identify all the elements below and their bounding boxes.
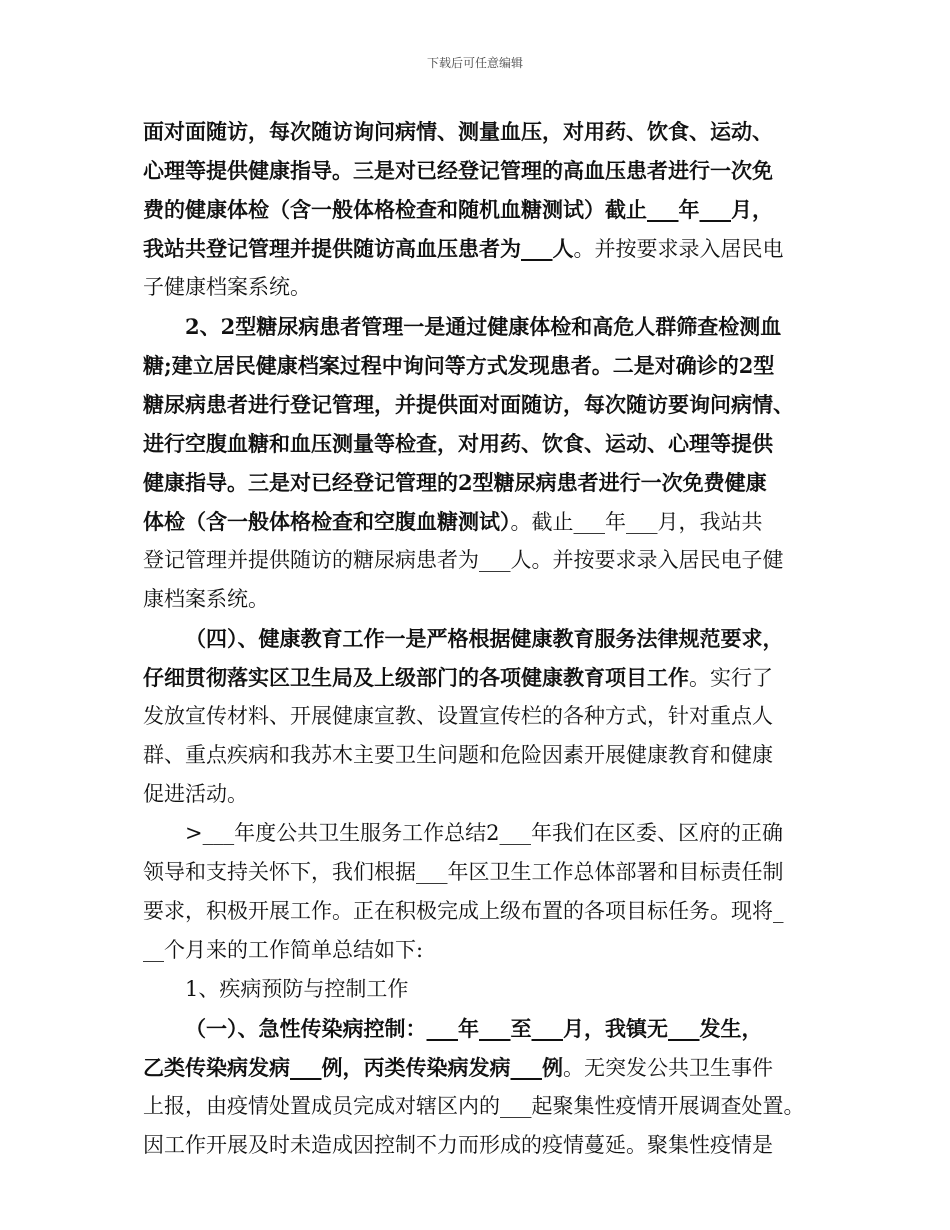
text-line bbox=[143, 190, 815, 229]
text-segment: （一）、急性传染病控制：___年___至___月，我镇无___发生， bbox=[185, 1016, 763, 1041]
text-line bbox=[143, 697, 815, 736]
text-segment: 体检（含一般体格检查和空腹血糖测试） bbox=[143, 509, 511, 534]
text-segment: 领导和支持关怀下，我们根据___年区卫生工作总体部署和目标责任制 bbox=[143, 860, 784, 884]
text-segment: 。实行了 bbox=[689, 666, 773, 690]
text-line bbox=[143, 1048, 815, 1087]
text-segment: 。无突发公共卫生事件 bbox=[563, 1056, 773, 1080]
text-segment: 心理等提供健康指导。三是对已经登记管理的高血压患者进行一次免 bbox=[143, 158, 773, 183]
text-line bbox=[143, 151, 815, 190]
text-line bbox=[143, 424, 815, 463]
text-segment: 费的健康体检（含一般体格检查和随机血糖测试）截止___年___月， bbox=[143, 197, 773, 222]
text-line bbox=[143, 814, 815, 853]
page-header: 下载后可任意编辑 bbox=[426, 56, 523, 70]
text-line bbox=[143, 1009, 815, 1048]
text-segment: 。并按要求录入居民电 bbox=[573, 237, 784, 261]
text-line bbox=[143, 970, 815, 1009]
text-line bbox=[143, 736, 815, 775]
text-line bbox=[143, 463, 815, 502]
text-segment: 登记管理并提供随访的糖尿病患者为___人。并按要求录入居民电子健 bbox=[143, 548, 784, 572]
text-segment: 我站共登记管理并提供随访高血压患者为___人 bbox=[143, 236, 574, 261]
text-line bbox=[143, 619, 815, 658]
text-segment: 仔细贯彻落实区卫生局及上级部门的各项健康教育项目工作 bbox=[143, 665, 689, 690]
text-line bbox=[143, 229, 815, 268]
text-line bbox=[143, 892, 815, 931]
text-segment: 乙类传染病发病___例，丙类传染病发病___例 bbox=[143, 1055, 563, 1080]
text-segment: 健康指导。三是对已经登记管理的2型糖尿病患者进行一次免费健康 bbox=[143, 470, 767, 495]
text-line bbox=[143, 580, 815, 619]
text-segment: 群、重点疾病和我苏木主要卫生问题和危险因素开展健康教育和健康 bbox=[143, 743, 773, 767]
text-line bbox=[143, 502, 815, 541]
text-segment: 面对面随访，每次随访询问病情、测量血压，对用药、饮食、运动、 bbox=[143, 119, 773, 144]
text-line bbox=[143, 307, 815, 346]
text-segment: 发放宣传材料、开展健康宣教、设置宣传栏的各种方式，针对重点人 bbox=[143, 704, 773, 728]
text-line bbox=[143, 112, 815, 151]
text-segment: 因工作开展及时未造成因控制不力而形成的疫情蔓延。聚集性疫情是 bbox=[143, 1133, 773, 1157]
text-segment: 糖;建立居民健康档案过程中询问等方式发现患者。二是对确诊的2型 bbox=[143, 353, 775, 378]
text-line bbox=[143, 931, 815, 970]
text-segment: 糖尿病患者进行登记管理，并提供面对面随访，每次随访要询问病情、 bbox=[143, 392, 794, 417]
text-segment: 促进活动。 bbox=[143, 782, 248, 806]
text-segment: 上报，由疫情处置成员完成对辖区内的___起聚集性疫情开展调查处置。 bbox=[143, 1094, 805, 1118]
text-line bbox=[143, 1087, 815, 1126]
text-line bbox=[143, 1126, 815, 1165]
text-segment: 康档案系统。 bbox=[143, 587, 269, 611]
text-segment: 2、2型糖尿病患者管理一是通过健康体检和高危人群筛查检测血 bbox=[185, 314, 782, 339]
text-line bbox=[143, 775, 815, 814]
text-line bbox=[143, 268, 815, 307]
text-segment: 子健康档案系统。 bbox=[143, 275, 311, 299]
text-segment: 。截止___年___月，我站共 bbox=[510, 510, 763, 534]
text-segment: 要求，积极开展工作。正在积极完成上级布置的各项目标任务。现将_ bbox=[143, 899, 784, 923]
text-segment: （四）、健康教育工作一是严格根据健康教育服务法律规范要求， bbox=[185, 626, 784, 651]
text-line bbox=[143, 853, 815, 892]
text-segment: 1、疾病预防与控制工作 bbox=[185, 977, 409, 1001]
text-line bbox=[143, 658, 815, 697]
document-body bbox=[143, 112, 815, 1165]
text-segment: >___年度公共卫生服务工作总结2___年我们在区委、区府的正确 bbox=[185, 821, 783, 845]
text-segment: 进行空腹血糖和血压测量等检查，对用药、饮食、运动、心理等提供 bbox=[143, 431, 773, 456]
text-segment: __个月来的工作简单总结如下: bbox=[143, 938, 424, 962]
text-line bbox=[143, 541, 815, 580]
text-line bbox=[143, 346, 815, 385]
text-line bbox=[143, 385, 815, 424]
